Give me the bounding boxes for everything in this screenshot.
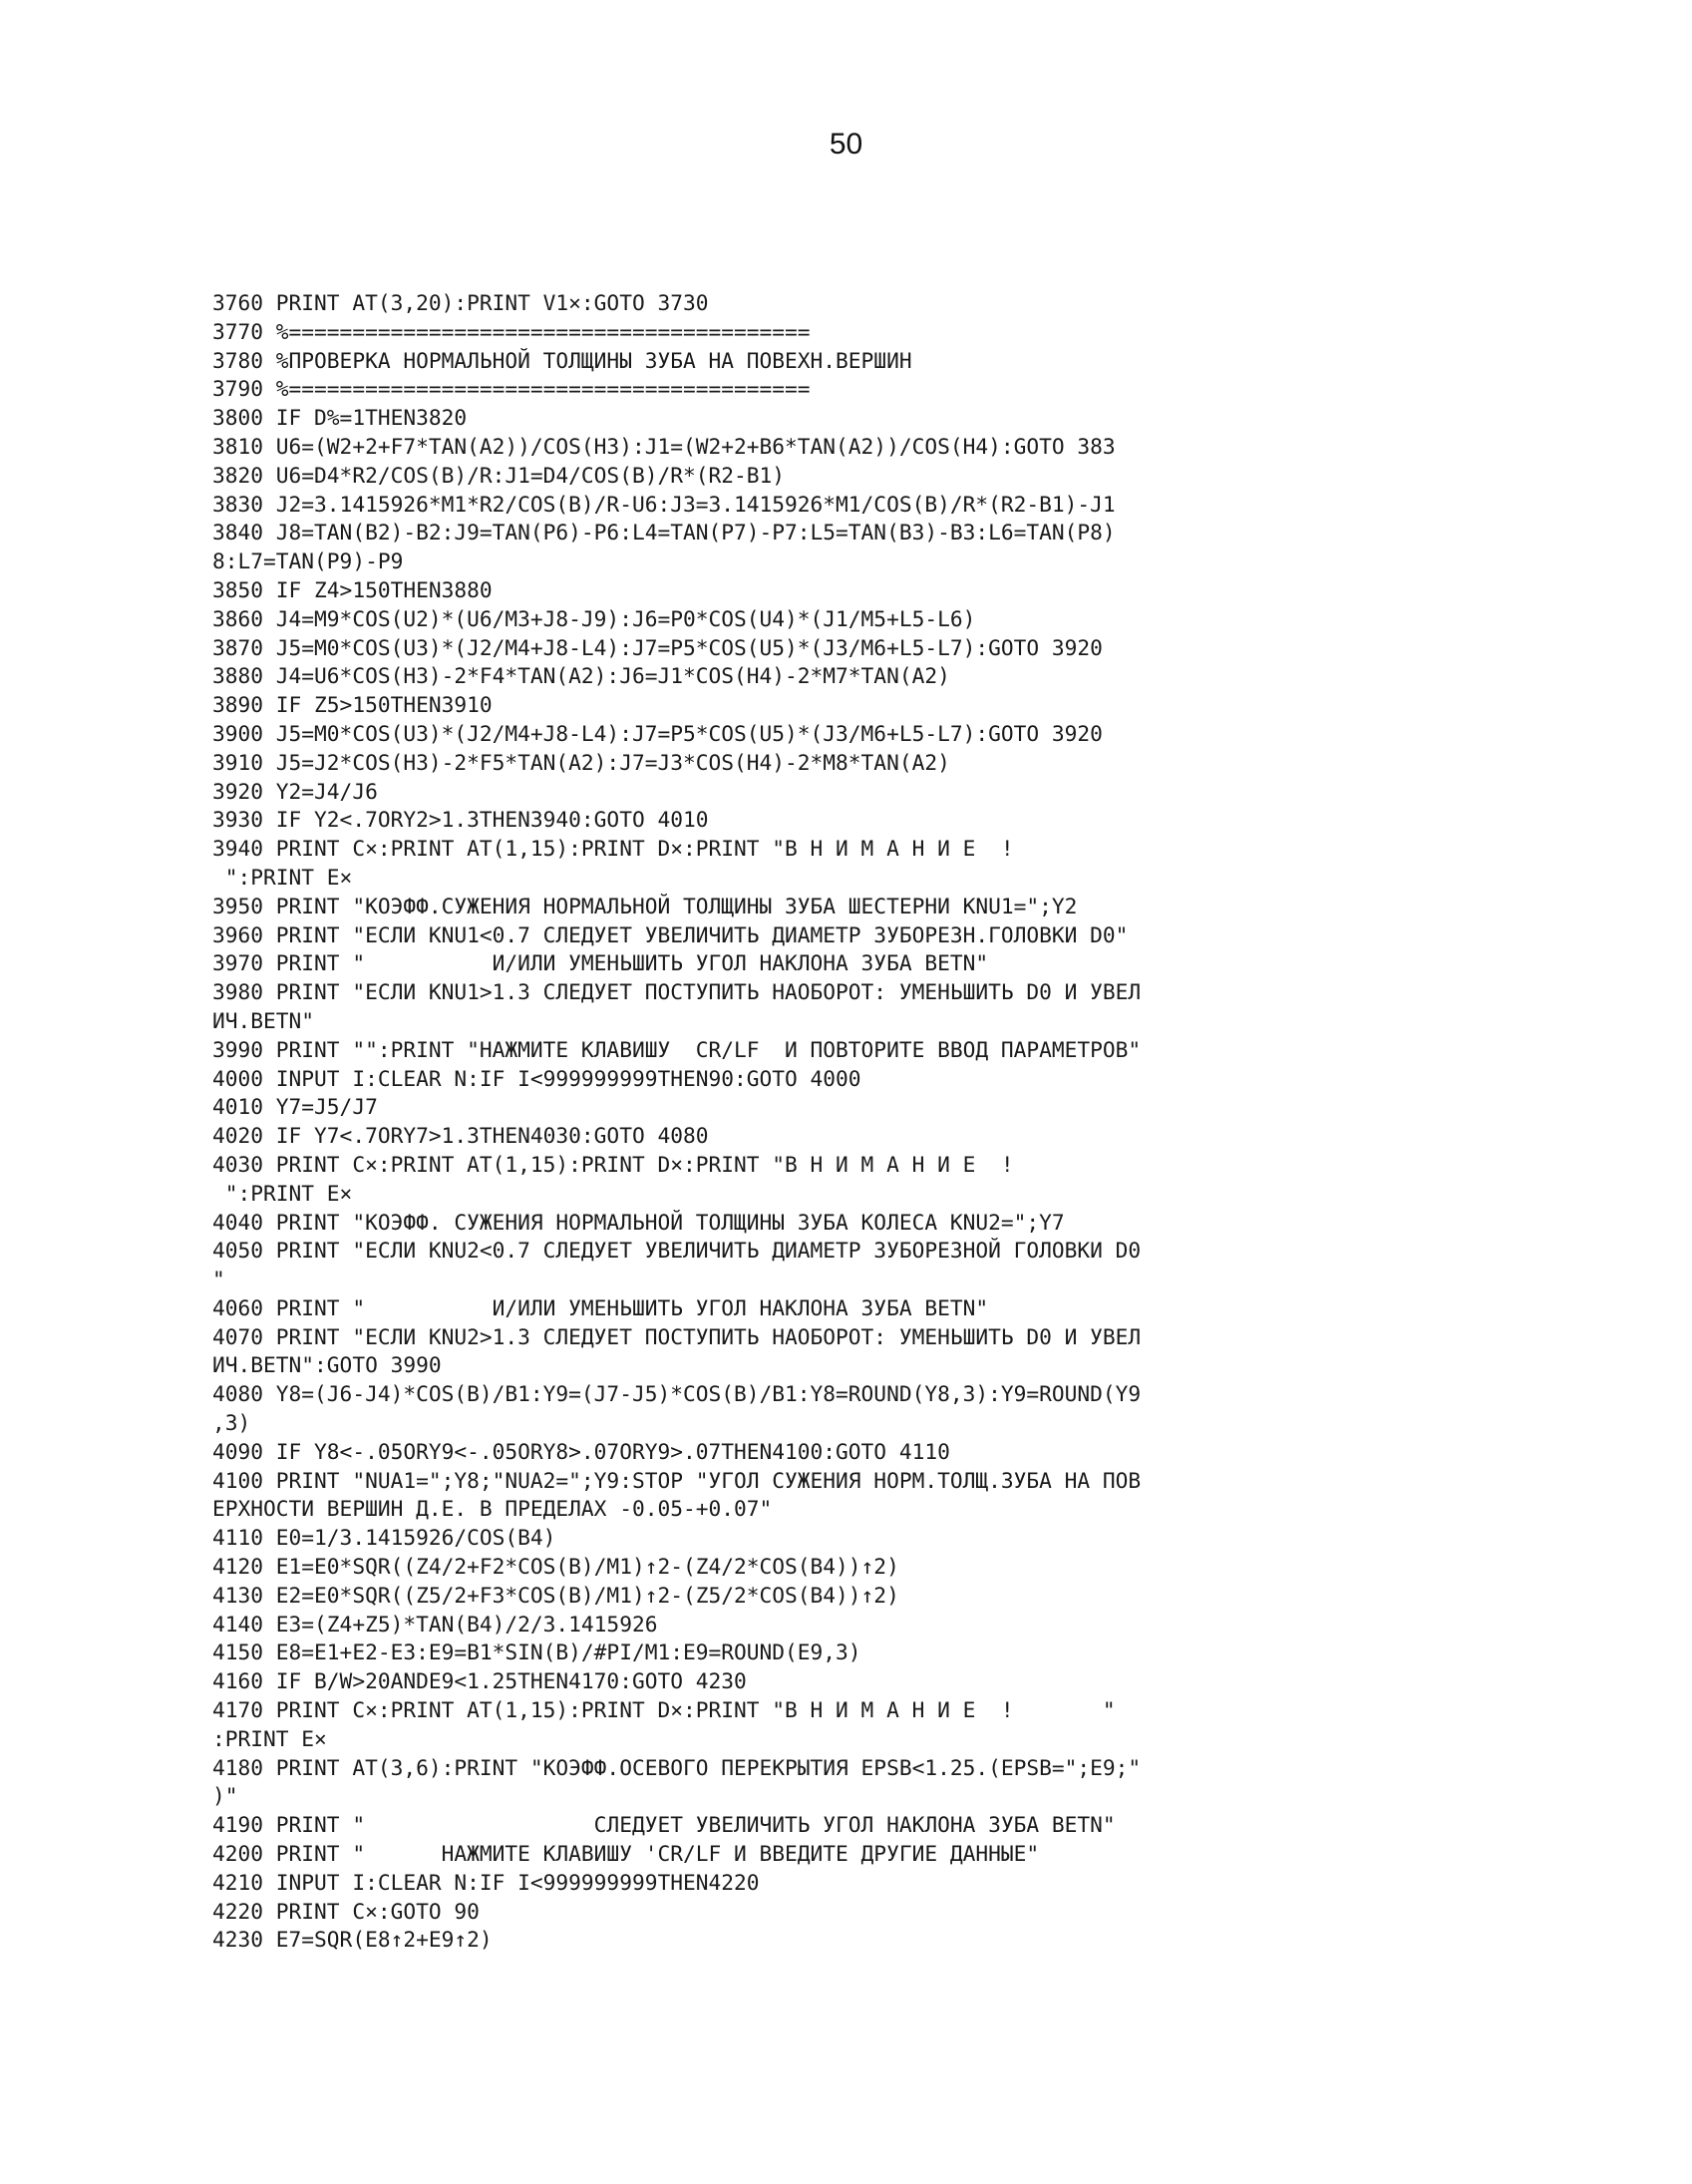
code-line: 3980 PRINT "ЕСЛИ KNU1>1.3 СЛЕДУЕТ ПОСТУПИТЬ НАОБОРОТ: УМЕНЬШИТЬ D0 И УВЕЛ [212,979,1142,1005]
code-line: 4050 PRINT "ЕСЛИ KNU2<0.7 СЛЕДУЕТ УВЕЛИЧИТЬ ДИАМЕТР ЗУБОРЕЗНОЙ ГОЛОВКИ D0 [212,1238,1142,1264]
code-line: 3820 U6=D4*R2/COS(B)/R:J1=D4/COS(B)/R*(R2-B1) [212,462,786,488]
code-line: 4080 Y8=(J6-J4)*COS(B)/B1:Y9=(J7-J5)*COS(B)/B1:Y8=ROUND(Y8,3):Y9=ROUND(Y9 [212,1381,1142,1407]
code-line: ИЧ.BETN" [212,1007,315,1033]
code-line: 3900 J5=M0*COS(U3)*(J2/M4+J8-L4):J7=P5*COS(U5)*(J3/M6+L5-L7):GOTO 3920 [212,720,1103,746]
code-line: 4030 PRINT C×:PRINT AT(1,15):PRINT D×:PRINT "В Н И М А Н И Е ! [212,1151,1014,1177]
code-line: 3840 J8=TAN(B2)-B2:J9=TAN(P6)-P6:L4=TAN(P7)-P7:L5=TAN(B3)-B3:L6=TAN(P8) [212,520,1116,546]
code-line: ИЧ.BETN":GOTO 3990 [212,1352,442,1378]
page-number: 50 [829,128,863,161]
code-line: 3800 IF D%=1THEN3820 [212,405,468,431]
code-line: ":PRINT E× [212,864,353,890]
code-line: 3990 PRINT "":PRINT "НАЖМИТЕ КЛАВИШУ CR/LF И ПОВТОРИТЕ ВВОД ПАРАМЕТРОВ" [212,1036,1142,1062]
code-line: 4220 PRINT C×:GOTO 90 [212,1898,480,1924]
code-line: 3880 J4=U6*COS(H3)-2*F4*TAN(A2):J6=J1*COS(H4)-2*M7*TAN(A2) [212,663,950,689]
code-line: 4150 E8=E1+E2-E3:E9=B1*SIN(B)/#PI/M1:E9=ROUND(E9,3) [212,1639,861,1665]
code-line: 4020 IF Y7<.7ORY7>1.3THEN4030:GOTO 4080 [212,1123,709,1149]
code-line: 4040 PRINT "КОЭФФ. СУЖЕНИЯ НОРМАЛЬНОЙ ТОЛЩИНЫ ЗУБА КОЛЕСА KNU2=";Y7 [212,1209,1065,1235]
code-line: 3780 %ПРОВЕРКА НОРМАЛЬНОЙ ТОЛЩИНЫ ЗУБА НА ПОВЕХН.ВЕРШИН [212,347,912,373]
code-line: 4210 INPUT I:CLEAR N:IF I<999999999THEN4220 [212,1869,760,1895]
code-line: ":PRINT E× [212,1180,353,1206]
code-line: 4120 E1=E0*SQR((Z4/2+F2*COS(B)/M1)↑2-(Z4/2*COS(B4))↑2) [212,1554,899,1580]
code-line: 4230 E7=SQR(E8↑2+E9↑2) [212,1927,493,1953]
code-line: 3910 J5=J2*COS(H3)-2*F5*TAN(A2):J7=J3*COS(H4)-2*M8*TAN(A2) [212,749,950,775]
code-line: 3830 J2=3.1415926*M1*R2/COS(B)/R-U6:J3=3.1415926*M1/COS(B)/R*(R2-B1)-J1 [212,491,1116,517]
code-line: 4000 INPUT I:CLEAR N:IF I<999999999THEN90:GOTO 4000 [212,1065,861,1091]
code-line: 4200 PRINT " НАЖМИТЕ КЛАВИШУ 'CR/LF И ВВЕДИТЕ ДРУГИЕ ДАННЫЕ" [212,1841,1040,1867]
code-line: 4070 PRINT "ЕСЛИ KNU2>1.3 СЛЕДУЕТ ПОСТУПИТЬ НАОБОРОТ: УМЕНЬШИТЬ D0 И УВЕЛ [212,1323,1142,1349]
code-line: 3770 %========================================= [212,318,811,344]
code-line: 3920 Y2=J4/J6 [212,778,378,804]
code-line: 3950 PRINT "КОЭФФ.СУЖЕНИЯ НОРМАЛЬНОЙ ТОЛЩИНЫ ЗУБА ШЕСТЕРНИ KNU1=";Y2 [212,893,1078,918]
code-line: ЕРХНОСТИ ВЕРШИН Д.Е. В ПРЕДЕЛАХ -0.05-+0.07" [212,1496,773,1522]
code-line: 3930 IF Y2<.7ORY2>1.3THEN3940:GOTO 4010 [212,807,709,833]
code-line: 3760 PRINT AT(3,20):PRINT V1×:GOTO 3730 [212,290,709,315]
code-line: 3870 J5=M0*COS(U3)*(J2/M4+J8-L4):J7=P5*COS(U5)*(J3/M6+L5-L7):GOTO 3920 [212,634,1103,660]
code-line: 4160 IF B/W>20ANDE9<1.25THEN4170:GOTO 4230 [212,1668,747,1694]
code-line: 4090 IF Y8<-.05ORY9<-.05ORY8>.07ORY9>.07THEN4100:GOTO 4110 [212,1438,950,1464]
code-line: 3860 J4=M9*COS(U2)*(U6/M3+J8-J9):J6=P0*COS(U4)*(J1/M5+L5-L6) [212,605,976,631]
code-line: 3960 PRINT "ЕСЛИ KNU1<0.7 СЛЕДУЕТ УВЕЛИЧИТЬ ДИАМЕТР ЗУБОРЕЗН.ГОЛОВКИ D0" [212,921,1129,947]
code-line: 3850 IF Z4>150THEN3880 [212,576,493,602]
code-line: 4110 E0=1/3.1415926/COS(B4) [212,1525,556,1551]
code-line: )" [212,1783,238,1809]
code-line: 3940 PRINT C×:PRINT AT(1,15):PRINT D×:PRINT "В Н И М А Н И Е ! [212,836,1014,862]
code-line: 4100 PRINT "NUA1=";Y8;"NUA2=";Y9:STOP "УГОЛ СУЖЕНИЯ НОРМ.ТОЛЩ.ЗУБА НА ПОВ [212,1467,1142,1493]
code-line: 8:L7=TAN(P9)-P9 [212,548,404,574]
code-line: 3890 IF Z5>150THEN3910 [212,692,493,718]
code-line: 3970 PRINT " И/ИЛИ УМЕНЬШИТЬ УГОЛ НАКЛОНА ЗУБА BETN" [212,950,989,976]
code-line: 4140 E3=(Z4+Z5)*TAN(B4)/2/3.1415926 [212,1611,658,1637]
code-line: 4010 Y7=J5/J7 [212,1094,378,1120]
code-line: 4130 E2=E0*SQR((Z5/2+F3*COS(B)/M1)↑2-(Z5/2*COS(B4))↑2) [212,1582,899,1608]
code-line: 3790 %========================================= [212,376,811,402]
code-line: 4060 PRINT " И/ИЛИ УМЕНЬШИТЬ УГОЛ НАКЛОНА ЗУБА BETN" [212,1294,989,1320]
code-line: :PRINT E× [212,1725,327,1751]
code-line: 4190 PRINT " СЛЕДУЕТ УВЕЛИЧИТЬ УГОЛ НАКЛОНА ЗУБА BETN" [212,1812,1116,1838]
program-listing [212,289,1499,1955]
code-line: " [212,1267,225,1292]
code-line: 4180 PRINT AT(3,6):PRINT "КОЭФФ.ОСЕВОГО ПЕРЕКРЫТИЯ EPSB<1.25.(EPSB=";E9;" [212,1754,1142,1780]
code-line: ,3) [212,1410,251,1436]
code-line: 3810 U6=(W2+2+F7*TAN(A2))/COS(H3):J1=(W2+2+B6*TAN(A2))/COS(H4):GOTO 383 [212,433,1116,459]
code-line: 4170 PRINT C×:PRINT AT(1,15):PRINT D×:PRINT "В Н И М А Н И Е ! " [212,1697,1116,1723]
